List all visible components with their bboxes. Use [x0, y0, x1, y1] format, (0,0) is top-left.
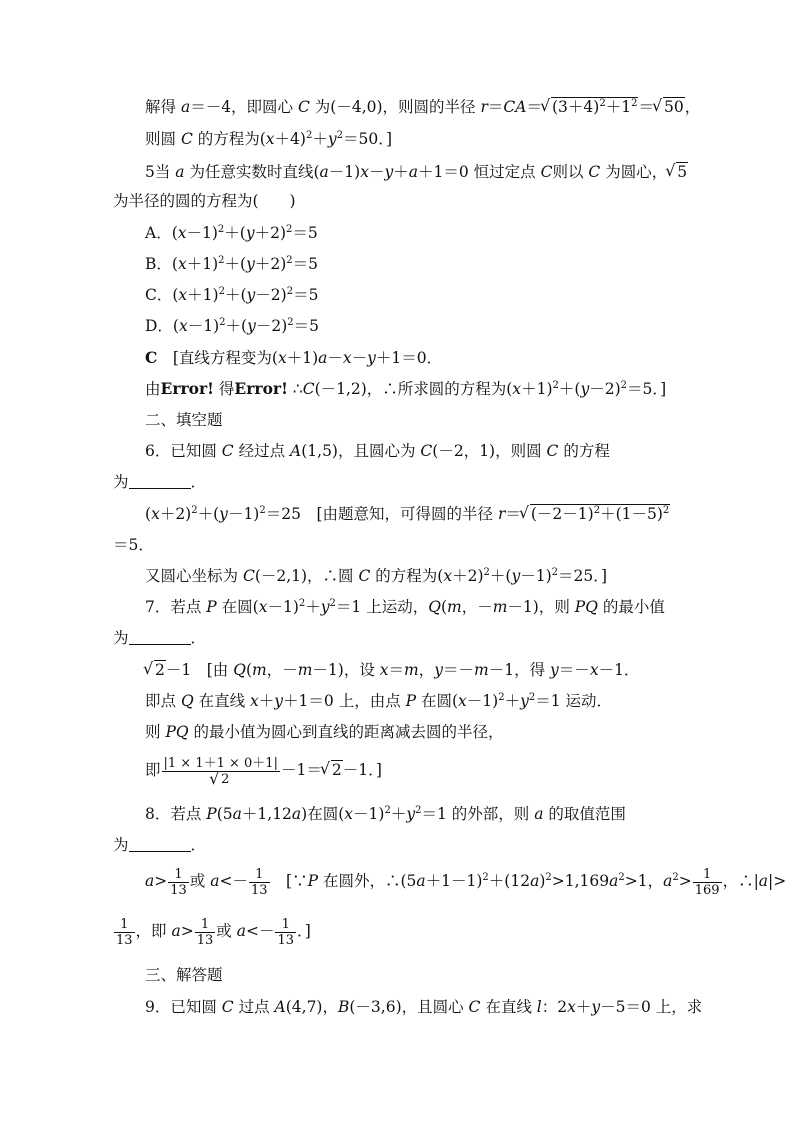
question-8-line-2: 为 ． [113, 836, 207, 854]
answer-8-line-1: a> $\frac{1}{13}$ 或 a<－ $\frac{1}{13}$ [∵P 在圆外，$\therefore(5a+1-1)^2+(12a)^2>1,169a^2>1$，$a^2>$ $\frac{1}{169}$ ，∴|a|> [145, 866, 787, 898]
answer-6-line-2: ＝5． [113, 536, 154, 554]
answer-7-line-4: 即 |1 × 1＋1 × 0＋1| √ 2 －1＝√ 2－1．] [145, 752, 382, 788]
question-7-line-2: 为 ． [113, 629, 207, 647]
question-7-line-1: 7．若点 P 在圆$(x-1)^2+y^2=1$ 上运动，Q(m，－m－1)，则 PQ 的最小值 [145, 598, 665, 616]
question-5-line-2: 为半径的圆的方程为( ) [113, 192, 296, 210]
solution-line-1: 解得 a＝－4，即圆心 C 为(－4,0)，则圆的半径 r＝CA＝√ $(3+4)^2+1^2=√$ 50， [145, 96, 700, 118]
answer-5-line-1: C [直线方程变为(x＋1)a－x－y＋1＝0． [145, 348, 443, 367]
option-b: B．$(x+1)^2+(y+2)^2=5$ [145, 255, 318, 273]
question-6-line-1: 6．已知圆 C 经过点 A(1,5)，且圆心为 C(－2，1)，则圆 C 的方程 [145, 442, 610, 460]
question-6-line-2: 为 ． [113, 473, 207, 491]
answer-7-line-2: 即点 Q 在直线 x＋y＋1＝0 上，由点 P 在圆$(x-1)^2+y^2=1$ 运动． [145, 692, 613, 710]
question-9-line-1: 9．已知圆 C 过点 A(4,7)，B(－3,6)，且圆心 C 在直线 l：2x＋y－5＝0 上，求 [145, 998, 703, 1016]
section-heading-solve: 三、解答题 [145, 966, 223, 984]
answer-blank [129, 835, 191, 852]
answer-7-line-3: 则 PQ 的最小值为圆心到直线的距离减去圆的半径， [145, 723, 504, 741]
answer-7-line-1: √ 2－1 [由 Q(m，－m－1)，设 x＝m，y＝－m－1，得 y＝－x－1． [145, 659, 639, 681]
answer-6-line-3: 又圆心坐标为 C(－2,1)，∴圆 C 的方程为$(x+2)^2+(y-1)^2=25$．] [145, 567, 608, 585]
solution-line-2: 则圆 C 的方程为$(x+4)^2+y^2=50$．] [145, 130, 393, 148]
answer-6-line-1: $(x+2)^2+(y-1)^2=25$ [由题意知，可得圆的半径 r＝√ $(-2-1)^2+(1-5)^2$ [145, 503, 670, 525]
answer-blank [129, 628, 191, 645]
answer-8-line-2: $\frac{1}{13}$ ，即 a> $\frac{1}{13}$ 或 a<－ $\frac{1}{13}$ ．] [116, 916, 311, 948]
option-c: C．$(x+1)^2+(y-2)^2=5$ [145, 286, 319, 304]
question-5-line-1: 5当 a 为任意实数时直线(a－1)x－y＋a＋1＝0 恒过定点 C则以 C 为圆心，√ 5 [145, 161, 688, 183]
option-a: A．$(x-1)^2+(y+2)^2=5$ [145, 224, 318, 242]
option-d: D．$(x-1)^2+(y-2)^2=5$ [145, 317, 320, 335]
answer-5-line-2: 由Error! 得Error! ∴C(－1,2)，∴所求圆的方程为$(x+1)^2+(y-2)^2=5$．] [145, 379, 667, 398]
answer-blank [129, 472, 191, 489]
section-heading-fill-blank: 二、填空题 [145, 411, 223, 429]
question-8-line-1: 8．若点 P(5a＋1,12a)在圆$(x-1)^2+y^2=1$ 的外部，则 a 的取值范围 [145, 805, 626, 823]
